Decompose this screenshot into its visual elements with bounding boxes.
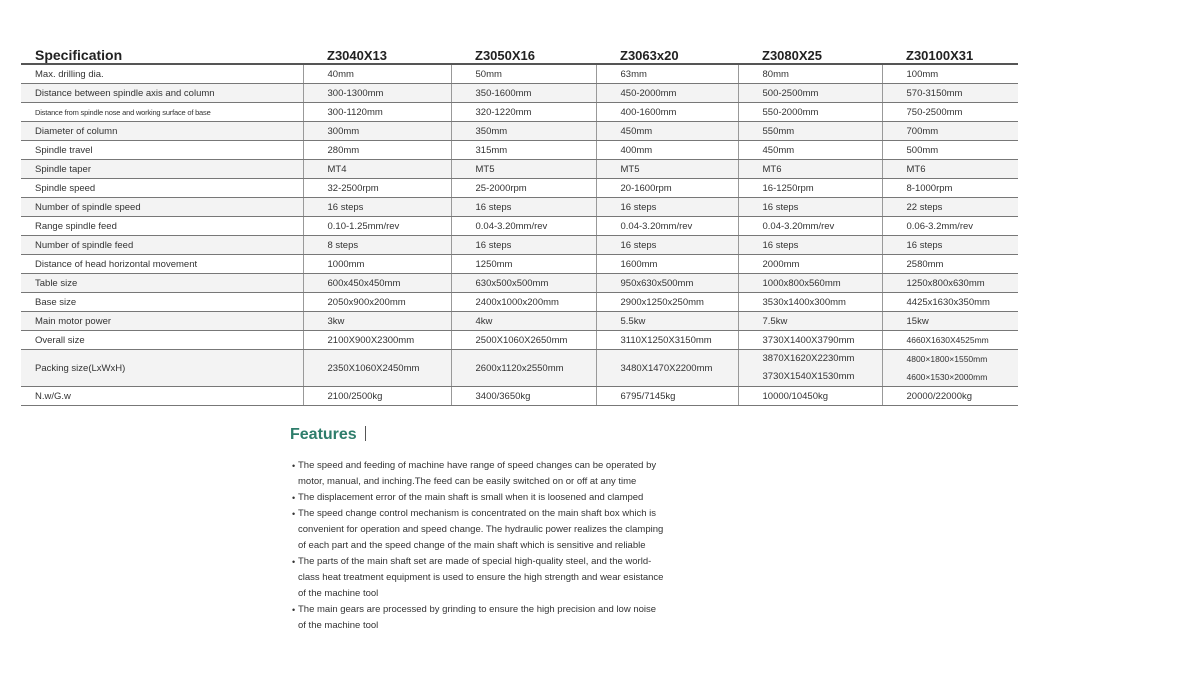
table-cell: 8 steps <box>303 236 451 255</box>
table-cell: 16 steps <box>882 236 1018 255</box>
row-label: Packing size(LxWxH) <box>21 350 303 387</box>
table-cell: 32-2500rpm <box>303 179 451 198</box>
table-cell: 700mm <box>882 122 1018 141</box>
feature-line: • The displacement error of the main shaft is small when it is loosened and clamped <box>298 492 644 503</box>
table-row <box>21 64 1018 84</box>
table-cell: 16 steps <box>451 198 596 217</box>
table-row <box>21 160 1018 179</box>
table-row-weight <box>21 387 1018 406</box>
table-cell: 0.10-1.25mm/rev <box>303 217 451 236</box>
row-label: Distance from spindle nose and working surface of base <box>21 103 303 122</box>
table-cell: 22 steps <box>882 198 1018 217</box>
cell-line: 3730X1540X1530mm <box>762 371 855 382</box>
table-cell <box>738 350 882 387</box>
table-cell: 400mm <box>596 141 738 160</box>
row-label: Spindle travel <box>21 141 303 160</box>
table-cell: 630x500x500mm <box>451 274 596 293</box>
table-cell: 3kw <box>303 312 451 331</box>
table-cell: 20000/22000kg <box>882 387 1018 406</box>
table-cell: 500-2500mm <box>738 84 882 103</box>
table-cell: 3480X1470X2200mm <box>596 350 738 387</box>
table-cell: MT5 <box>451 160 596 179</box>
table-cell: 280mm <box>303 141 451 160</box>
feature-item <box>290 554 690 602</box>
table-cell: 50mm <box>451 64 596 84</box>
header-model: Z3040X13 <box>303 46 451 64</box>
features-title: Features <box>290 426 357 443</box>
feature-line: • The main gears are processed by grinding to ensure the high precision and low noise <box>298 604 657 615</box>
row-label: Overall size <box>21 331 303 350</box>
row-label: Distance of head horizontal movement <box>21 255 303 274</box>
table-cell: 300-1120mm <box>303 103 451 122</box>
table-row <box>21 293 1018 312</box>
feature-line: of each part and the speed change of the main shaft which is sensitive and reliable <box>298 540 646 551</box>
feature-line: of the machine tool <box>298 620 379 631</box>
table-cell: 1000x800x560mm <box>738 274 882 293</box>
feature-line: motor, manual, and inching.The feed can be easily switched on or off at any time <box>298 476 637 487</box>
header-model: Z30100X31 <box>882 46 1018 64</box>
table-cell: 16 steps <box>303 198 451 217</box>
table-cell: 40mm <box>303 64 451 84</box>
table-cell: 315mm <box>451 141 596 160</box>
specification-table <box>21 46 1018 406</box>
table-cell: 6795/7145kg <box>596 387 738 406</box>
table-cell: 300mm <box>303 122 451 141</box>
table-cell: 350-1600mm <box>451 84 596 103</box>
feature-line: • The speed change control mechanism is concentrated on the main shaft box which is <box>298 508 657 519</box>
table-cell: 2500X1060X2650mm <box>451 331 596 350</box>
table-cell: 2000mm <box>738 255 882 274</box>
table-cell: 500mm <box>882 141 1018 160</box>
feature-item <box>290 490 690 506</box>
table-cell: 550-2000mm <box>738 103 882 122</box>
feature-line: class heat treatment equipment is used to ensure the high strength and wear esistance <box>298 572 664 583</box>
table-row <box>21 274 1018 293</box>
table-cell: 3110X1250X3150mm <box>596 331 738 350</box>
table-cell: 4660X1630X4525mm <box>882 331 1018 350</box>
row-label: N.w/G.w <box>21 387 303 406</box>
table-cell: 450-2000mm <box>596 84 738 103</box>
row-label: Max. drilling dia. <box>21 64 303 84</box>
feature-item <box>290 506 690 554</box>
row-label: Table size <box>21 274 303 293</box>
table-cell: 16 steps <box>738 236 882 255</box>
table-cell: 2100X900X2300mm <box>303 331 451 350</box>
table-cell: 350mm <box>451 122 596 141</box>
table-cell: 100mm <box>882 64 1018 84</box>
table-cell: 2100/2500kg <box>303 387 451 406</box>
table-cell: 2600x1120x2550mm <box>451 350 596 387</box>
table-cell: 450mm <box>596 122 738 141</box>
table-cell: 8-1000rpm <box>882 179 1018 198</box>
table-cell: 1000mm <box>303 255 451 274</box>
table-row <box>21 141 1018 160</box>
feature-item <box>290 602 690 634</box>
row-label: Spindle speed <box>21 179 303 198</box>
table-cell: 3530x1400x300mm <box>738 293 882 312</box>
table-cell: 2350X1060X2450mm <box>303 350 451 387</box>
table-cell: 0.04-3.20mm/rev <box>596 217 738 236</box>
feature-line: • The speed and feeding of machine have range of speed changes can be operated by <box>298 460 657 471</box>
table-cell <box>882 350 1018 387</box>
table-cell: 450mm <box>738 141 882 160</box>
row-label: Number of spindle feed <box>21 236 303 255</box>
title-divider <box>365 426 366 441</box>
table-cell: 20-1600rpm <box>596 179 738 198</box>
table-cell: 16 steps <box>596 236 738 255</box>
table-row <box>21 179 1018 198</box>
table-cell: 750-2500mm <box>882 103 1018 122</box>
table-cell: 400-1600mm <box>596 103 738 122</box>
header-model: Z3050X16 <box>451 46 596 64</box>
table-header-row <box>21 46 1018 64</box>
table-cell: 4kw <box>451 312 596 331</box>
row-label: Distance between spindle axis and column <box>21 84 303 103</box>
row-label: Number of spindle speed <box>21 198 303 217</box>
row-label: Diameter of column <box>21 122 303 141</box>
feature-item <box>290 458 690 490</box>
row-label: Main motor power <box>21 312 303 331</box>
table-row <box>21 236 1018 255</box>
table-cell: 4425x1630x350mm <box>882 293 1018 312</box>
table-cell: 3400/3650kg <box>451 387 596 406</box>
table-cell: 950x630x500mm <box>596 274 738 293</box>
table-cell: 2050x900x200mm <box>303 293 451 312</box>
feature-line: of the machine tool <box>298 588 379 599</box>
table-cell: 2580mm <box>882 255 1018 274</box>
table-cell: 320-1220mm <box>451 103 596 122</box>
table-row-packing <box>21 350 1018 387</box>
table-cell: 0.04-3.20mm/rev <box>738 217 882 236</box>
table-cell: 16 steps <box>738 198 882 217</box>
table-cell: 300-1300mm <box>303 84 451 103</box>
header-model: Z3080X25 <box>738 46 882 64</box>
table-cell: 0.04-3.20mm/rev <box>451 217 596 236</box>
table-cell: 80mm <box>738 64 882 84</box>
table-cell: 15kw <box>882 312 1018 331</box>
table-cell: 63mm <box>596 64 738 84</box>
cell-line: 3870X1620X2230mm <box>762 353 855 364</box>
features-section <box>290 426 690 634</box>
table-cell: 16-1250rpm <box>738 179 882 198</box>
table-cell: 3730X1400X3790mm <box>738 331 882 350</box>
table-cell: 5.5kw <box>596 312 738 331</box>
table-cell: 16 steps <box>596 198 738 217</box>
feature-line: convenient for operation and speed change. The hydraulic power realizes the clamping <box>298 524 664 535</box>
table-cell: 2900x1250x250mm <box>596 293 738 312</box>
table-cell: MT6 <box>882 160 1018 179</box>
table-cell: 1250x800x630mm <box>882 274 1018 293</box>
table-row <box>21 217 1018 236</box>
header-model: Z3063x20 <box>596 46 738 64</box>
table-cell: 600x450x450mm <box>303 274 451 293</box>
table-cell: 550mm <box>738 122 882 141</box>
table-row <box>21 312 1018 331</box>
table-cell: 1250mm <box>451 255 596 274</box>
cell-line: 4600×1530×2000mm <box>906 372 988 382</box>
table-row <box>21 198 1018 217</box>
table-cell: MT5 <box>596 160 738 179</box>
feature-line: • The parts of the main shaft set are made of special high-quality steel, and the world- <box>298 556 652 567</box>
table-cell: MT4 <box>303 160 451 179</box>
table-cell: 10000/10450kg <box>738 387 882 406</box>
table-row <box>21 84 1018 103</box>
features-list <box>290 458 690 634</box>
table-cell: 1600mm <box>596 255 738 274</box>
row-label: Spindle taper <box>21 160 303 179</box>
row-label: Base size <box>21 293 303 312</box>
table-row <box>21 255 1018 274</box>
table-cell: 570-3150mm <box>882 84 1018 103</box>
header-specification: Specification <box>21 46 303 64</box>
table-cell: 7.5kw <box>738 312 882 331</box>
table-cell: 0.06-3.2mm/rev <box>882 217 1018 236</box>
table-cell: 2400x1000x200mm <box>451 293 596 312</box>
row-label: Range spindle feed <box>21 217 303 236</box>
table-cell: 25-2000rpm <box>451 179 596 198</box>
table-row <box>21 331 1018 350</box>
table-row <box>21 122 1018 141</box>
table-row <box>21 103 1018 122</box>
table-cell: MT6 <box>738 160 882 179</box>
table-cell: 16 steps <box>451 236 596 255</box>
cell-line: 4800×1800×1550mm <box>906 354 988 364</box>
